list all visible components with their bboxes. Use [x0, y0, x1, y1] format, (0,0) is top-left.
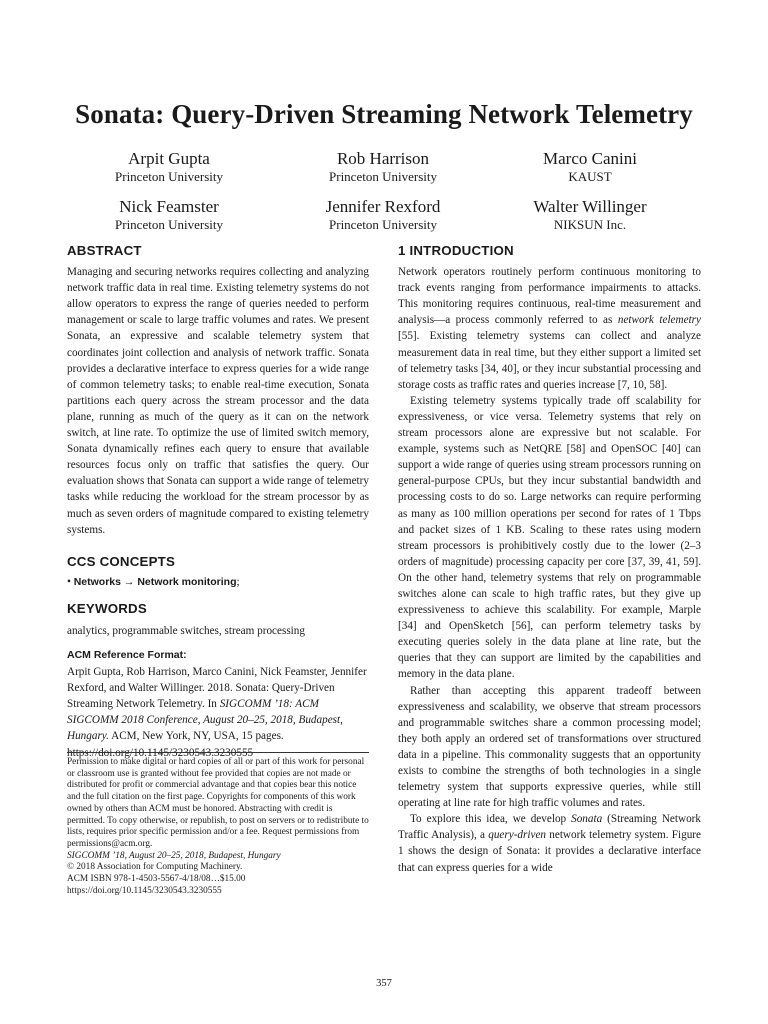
author-block	[480, 197, 700, 233]
reference-format-heading: ACM Reference Format:	[67, 649, 187, 661]
paper-title: Sonata: Query-Driven Streaming Network Telemetry	[75, 99, 693, 129]
intro-text: To explore this idea, we develop	[410, 813, 572, 826]
introduction-heading: 1 INTRODUCTION	[398, 243, 514, 258]
reference-format	[67, 647, 369, 761]
page-number: 357	[376, 978, 392, 989]
introduction-section	[398, 243, 701, 876]
author-affiliation: NIKSUN Inc.	[553, 217, 627, 232]
ccs-tail: ;	[236, 576, 240, 589]
author-block	[59, 149, 279, 185]
permission-doi: https://doi.org/10.1145/3230543.3230555	[67, 885, 222, 896]
ccs-concept: Networks → Network monitoring	[73, 576, 237, 589]
intro-text: network telemetry system. Figure 1 shows the design of Sonata: it provides a declarative interface that can express queries for a wide	[398, 829, 701, 874]
permission-conference: SIGCOMM ’18, August 20–25, 2018, Budapest, Hungary	[67, 850, 281, 861]
intro-paragraph: Rather than accepting this apparent tradeoff between expressiveness and scalability, we observe that stream processors and programmable switches share a common processing model; they both apply an ordered set of transformations over structured data in a pipeline. This commonality suggests that an opportunity exists to combine the strengths of both technologies in a single telemetry system that supports expressive queries, while still operating at line rate for high traffic volumes and rates.	[398, 684, 701, 810]
ccs-heading: CCS CONCEPTS	[67, 554, 176, 569]
author-name: Arpit Gupta	[128, 149, 210, 168]
author-name: Marco Canini	[543, 149, 637, 168]
author-name: Walter Willinger	[533, 197, 647, 216]
intro-paragraph: Existing telemetry systems typically trade off scalability for expressiveness, or vice versa. Telemetry systems that rely on stream processors alone are expressive but not scalable. For example, systems such as NetQRE [58] and OpenSOC [40] can support a wide range of queries using stream processors running on general-purpose CPUs, but they incur substantial bandwidth and processing costs to do so. Large networks can require performing as many as 100 million operations per second for rates of 1 Tbps and packet sizes of 1 KB. Scaling to these rates using modern stream processors is prohibitively costly due to the lower (2–3 orders of magnitude) processing capacity per core [37, 39, 41, 59]. On the other hand, telemetry systems that rely on programmable switches alone can scale to high traffic rates, but they give up expressiveness to achieve this scalability. For example, Marple [34] and OpenSketch [56], can perform telemetry tasks by executing queries solely in the data plane at line rate, but the queries that they can support are limited by the capabilities and memory in the data plane.	[398, 394, 701, 681]
abstract-text: Managing and securing networks requires collecting and analyzing network traffic data in real time. Existing telemetry systems do not allow operators to express the range of queries needed to perform management or scale to large traffic volumes and rates. We present Sonata, an expressive and scalable telemetry system that coordinates joint collection and analysis of network traffic. Sonata provides a declarative interface to express queries for a wide range of common telemetry tasks; to enable real-time execution, Sonata partitions each query across the stream processor and the data plane, running as much of the query as it can on the network switch, at line rate. To optimize the use of limited switch memory, Sonata dynamically refines each query to ensure that available resources focus only on traffic that satisfies the query. Our evaluation shows that Sonata can support a wide range of telemetry tasks while reducing the workload for the stream processor by as much as seven orders of magnitude compared to existing telemetry systems.	[67, 266, 369, 536]
author-block	[273, 197, 493, 233]
permission-copyright: © 2018 Association for Computing Machinery.	[67, 862, 243, 873]
reference-text-b: ACM, New York, NY, USA, 15 pages. https://doi.org/10.1145/3230543.3230555	[67, 730, 284, 759]
reference-venue: SIGCOMM ’18: ACM SIGCOMM 2018 Conference, August 20–25, 2018, Budapest, Hungary.	[67, 698, 343, 743]
permission-block	[67, 752, 369, 897]
permission-isbn: ACM ISBN 978-1-4503-5567-4/18/08…$15.00	[67, 874, 246, 885]
author-block	[59, 197, 279, 233]
keywords-section	[67, 601, 369, 639]
intro-text: (Streaming Network Traffic Analysis), a	[398, 813, 701, 842]
abstract-section	[67, 243, 369, 538]
intro-term: Sonata	[571, 813, 603, 826]
reference-text-a: Arpit Gupta, Rob Harrison, Marco Canini, Nick Feamster, Jennifer Rexford, and Walter Willinger. 2018. Sonata: Query-Driven Streaming Network Telemetry. In	[67, 666, 367, 711]
ccs-item	[67, 574, 369, 590]
author-block	[273, 149, 493, 185]
permission-text: Permission to make digital or hard copies of all or part of this work for personal or classroom use is granted without fee provided that copies are not made or distributed for profit or commercial advantage and that copies bear this notice and the full citation on the first page. Copyrights for components of this work owned by others than ACM must be honored. Abstracting with credit is permitted. To copy otherwise, or republish, to post on servers or to redistribute to lists, requires prior specific permission and/or a fee. Request permissions from permissions@acm.org.	[67, 757, 369, 849]
abstract-heading: ABSTRACT	[67, 243, 142, 258]
author-name: Jennifer Rexford	[325, 197, 441, 216]
ccs-bullet: •	[67, 576, 71, 589]
intro-term: query-driven	[488, 829, 547, 842]
author-block	[480, 149, 700, 185]
intro-term: network telemetry	[617, 314, 701, 327]
ccs-section	[67, 554, 369, 590]
intro-text: Network operators routinely perform continuous monitoring to track events ranging from performance impairments to attacks. This monitoring requires continuous, real-time measurement and analysis—a process commonly referred to as	[398, 266, 701, 327]
author-name: Nick Feamster	[119, 197, 219, 216]
author-affiliation: Princeton University	[329, 217, 437, 232]
reference-format-text	[67, 664, 369, 761]
author-affiliation: Princeton University	[115, 169, 223, 184]
intro-paragraph	[398, 264, 701, 393]
author-affiliation: Princeton University	[329, 169, 437, 184]
keywords-text: analytics, programmable switches, stream processing	[67, 625, 305, 638]
intro-text: [55]. Existing telemetry systems can collect and analyze measurement data in real time, but they either support a limited set of telemetry tasks [34, 40], or they incur substantial processing and storage costs as traffic rates and queries increase [7, 10, 58].	[398, 330, 701, 391]
author-affiliation: Princeton University	[115, 217, 223, 232]
intro-paragraph	[398, 811, 701, 875]
keywords-heading: KEYWORDS	[67, 601, 147, 616]
author-name: Rob Harrison	[336, 149, 430, 168]
author-affiliation: KAUST	[568, 169, 612, 184]
